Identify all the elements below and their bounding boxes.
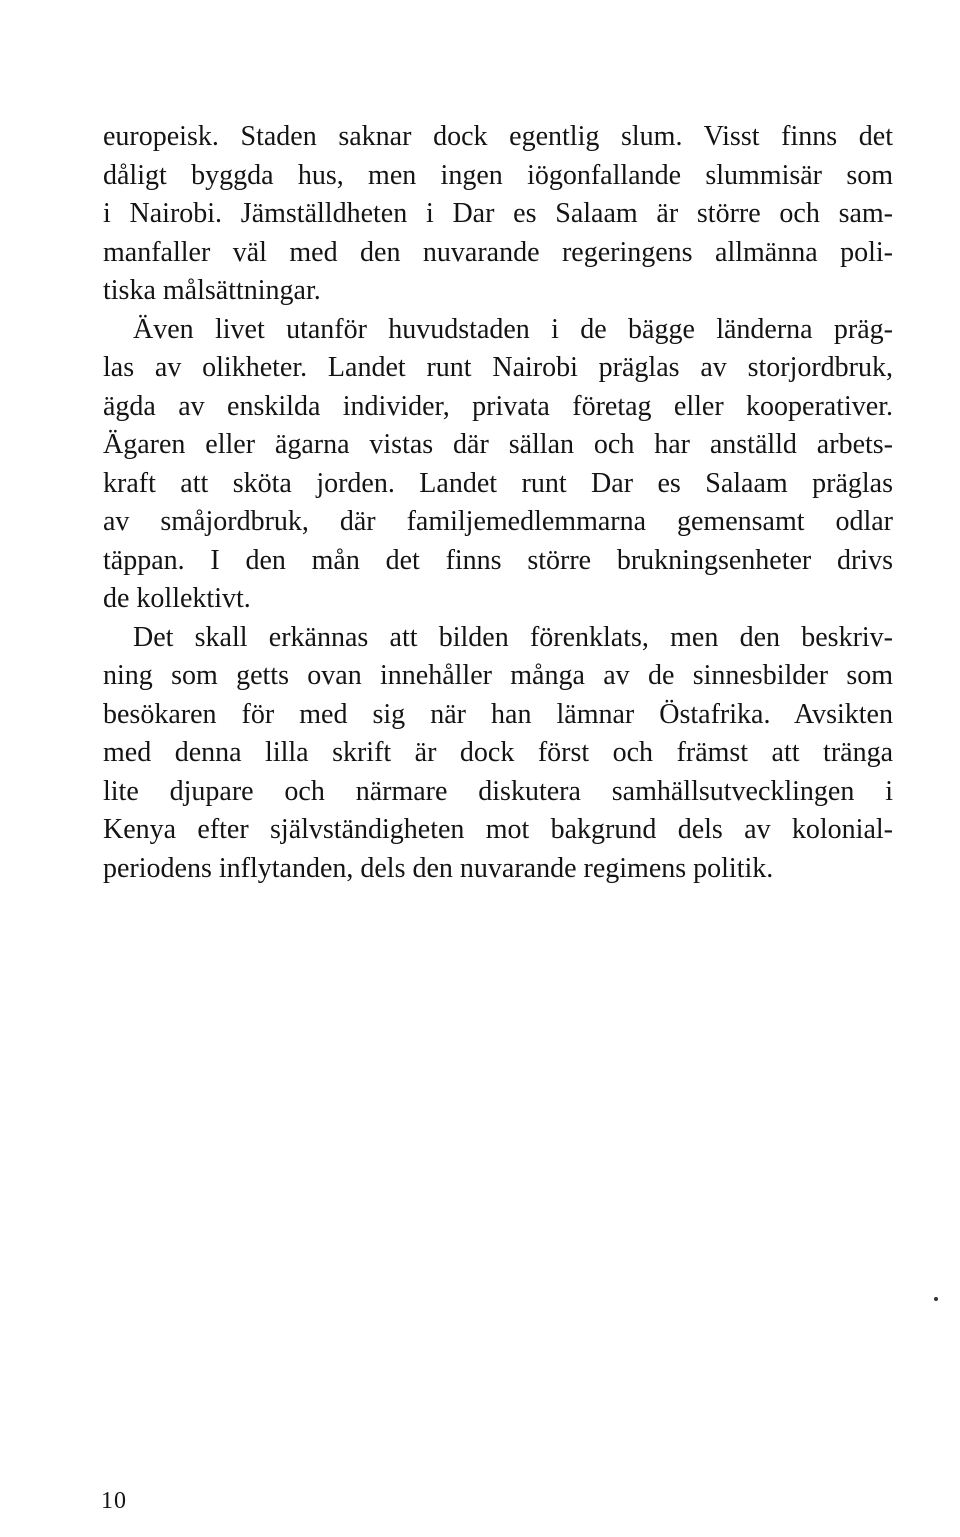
text-line: täppan. I den mån det finns större brukningsenheter drivs — [103, 544, 893, 576]
body-text — [103, 118, 893, 888]
text-line: Kenya efter självständigheten mot bakgrund dels av kolonial- — [103, 814, 893, 845]
text-line: de kollektivt. — [103, 583, 251, 614]
text-line: Ägaren eller ägarna vistas där sällan och har anställd arbets- — [103, 429, 893, 460]
text-line: periodens inflytanden, dels den nuvarande regimens politik. — [103, 852, 774, 884]
text-line: ning som getts ovan innehåller många av de sinnesbilder som — [103, 660, 893, 691]
text-line: i Nairobi. Jämställdheten i Dar es Salaam är större och sam- — [103, 198, 893, 229]
page-number: 10 — [101, 1488, 127, 1514]
text-line: europeisk. Staden saknar dock egentlig slum. Visst finns det — [103, 121, 893, 152]
text-line: dåligt byggda hus, men ingen iögonfallande slummisär som — [103, 159, 893, 191]
text-line: Även livet utanför huvudstaden i de bägge länderna präg- — [133, 313, 893, 345]
text-line: tiska målsättningar. — [103, 275, 321, 306]
ink-speck — [934, 1297, 938, 1301]
text-line: kraft att sköta jorden. Landet runt Dar es Salaam präglas — [103, 467, 893, 499]
text-line: manfaller väl med den nuvarande regeringens allmänna poli- — [103, 236, 893, 268]
text-line: lite djupare och närmare diskutera samhällsutvecklingen i — [103, 775, 893, 807]
paragraph-2 — [103, 311, 893, 619]
text-line: besökaren för med sig när han lämnar Östafrika. Avsikten — [103, 698, 893, 730]
text-line: av småjordbruk, där familjemedlemmarna gemensamt odlar — [103, 506, 893, 537]
paragraph-1 — [103, 118, 893, 311]
paragraph-3 — [103, 619, 893, 889]
text-line: Det skall erkännas att bilden förenklats, men den beskriv- — [133, 621, 893, 653]
text-line: med denna lilla skrift är dock först och främst att tränga — [103, 737, 893, 768]
text-line: las av olikheter. Landet runt Nairobi präglas av storjordbruk, — [103, 352, 893, 383]
text-line: ägda av enskilda individer, privata företag eller kooperativer. — [103, 390, 893, 422]
